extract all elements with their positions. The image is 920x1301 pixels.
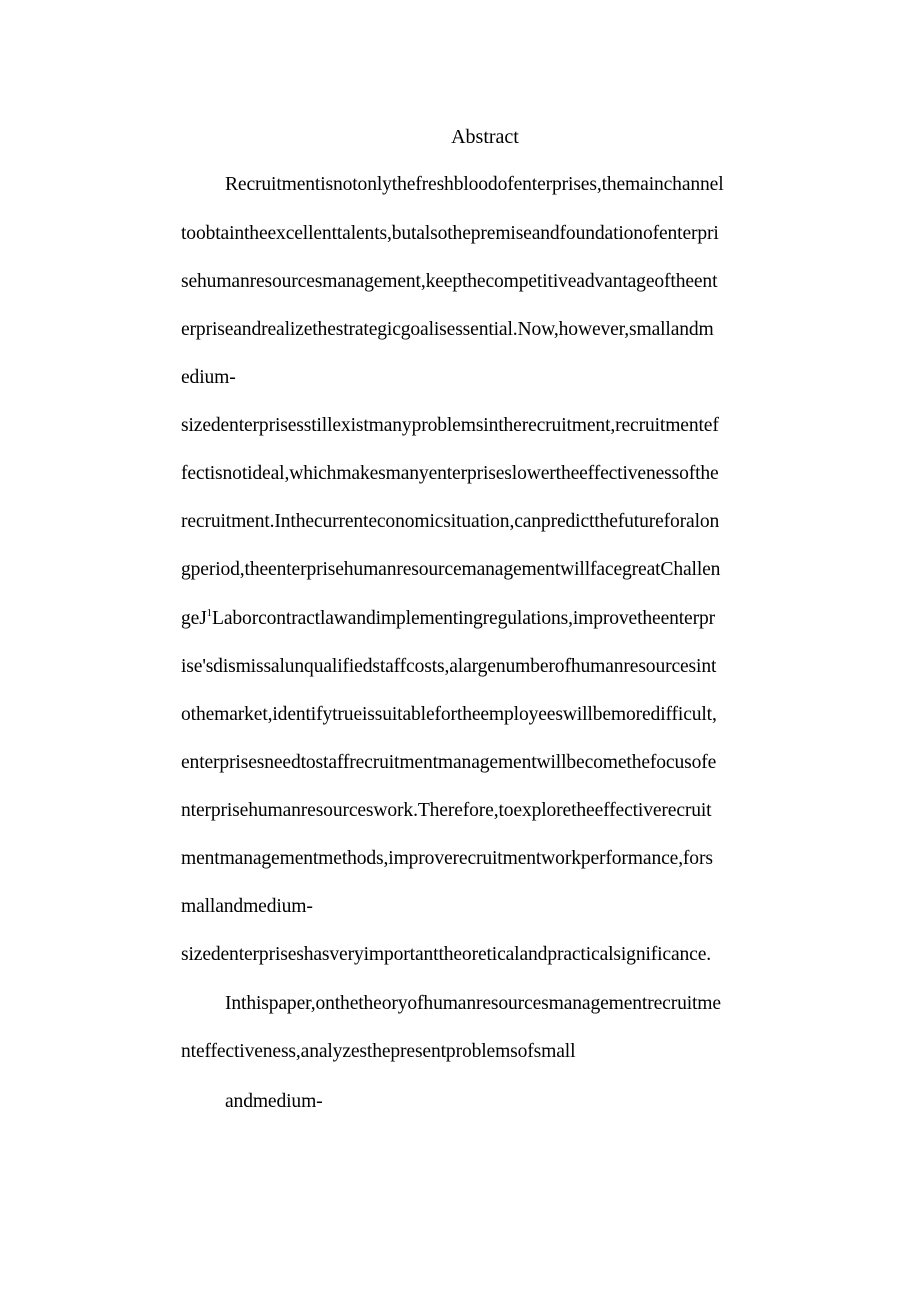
line-prefix: geJ [181,608,207,629]
paragraph-line: andmedium- [225,1091,323,1112]
paragraph-line: recruitment.Inthecurrenteconomicsituation,canpredictthefutureforalon [181,511,720,532]
paragraph-line: mentmanagementmethods,improverecruitmentworkperformance,fors [181,848,713,869]
abstract-title: Abstract [451,126,519,148]
paragraph-line: nterprisehumanresourceswork.Therefore,toexploretheeffectiverecruit [181,800,712,821]
paragraph-line: Inthispaper,onthetheoryofhumanresourcesmanagementrecruitme [225,993,721,1014]
line-rest: Laborcontractlawandimplementingregulations,improvetheenterpr [212,608,716,629]
paragraph-line: nteffectiveness,analyzesthepresentproblemsofsmall [181,1041,576,1062]
paragraph-line: fectisnotideal,whichmakesmanyenterpriseslowertheeffectivenessofthe [181,463,719,484]
paragraph-line: othemarket,identifytrueissuitablefortheemployeeswillbemoredifficult, [181,704,717,725]
paragraph-line: ise'sdismissalunqualifiedstaffcosts,alargenumberofhumanresourcesint [181,656,717,677]
paragraph-line: sizedenterpriseshasveryimportanttheoreticalandpracticalsignificance. [181,944,712,965]
paragraph-line: toobtaintheexcellenttalents,butalsothepremiseandfoundationofenterpri [181,223,719,244]
paragraph-line: sehumanresourcesmanagement,keepthecompetitiveadvantageoftheent [181,271,718,292]
paragraph-line: sizedenterprisesstillexistmanyproblemsintherecruitment,recruitmentef [181,415,719,436]
paragraph-line: erpriseandrealizethestrategicgoalisessential.Now,however,smallandm [181,319,714,340]
paragraph-line: gperiod,theenterprisehumanresourcemanagementwillfacegreatChallen [181,559,721,580]
paragraph-line: enterprisesneedtostaffrecruitmentmanagementwillbecomethefocusofe [181,752,717,773]
paragraph-line: Recruitmentisnotonlythefreshbloodofenterprises,themainchannel [225,174,724,195]
paragraph-line: mallandmedium- [181,896,313,917]
paragraph-line: edium- [181,367,236,388]
paragraph-line [181,607,715,631]
footnote-superscript: 1 [206,607,213,619]
